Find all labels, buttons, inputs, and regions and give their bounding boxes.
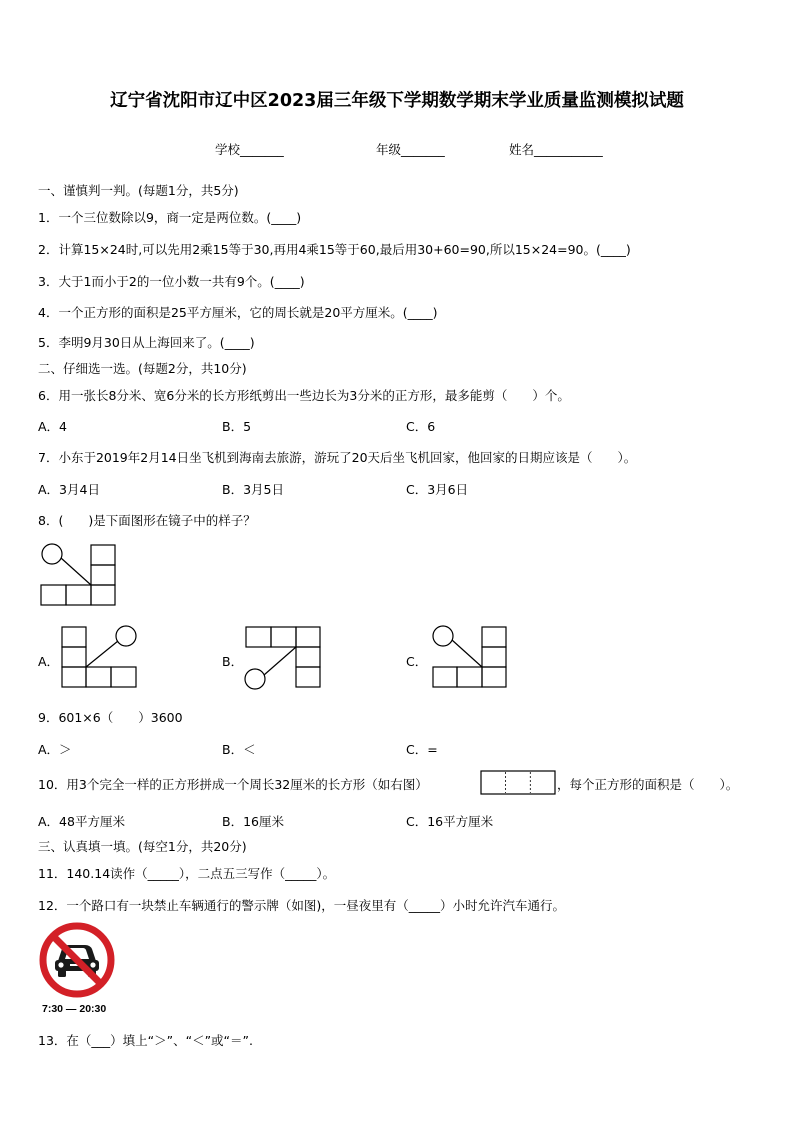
q8-original-figure — [40, 543, 120, 608]
q10-option-c: C．16平方厘米 — [406, 814, 494, 829]
question-8: 8．( )是下面图形在镜子中的样子？ — [38, 513, 256, 528]
section-3-heading: 三、认真填一填。(每空1分，共20分) — [38, 839, 247, 854]
question-11: 11．140.14读作（_____），二点五三写作（_____）。 — [38, 866, 336, 881]
q8-option-b: B． — [222, 654, 244, 669]
q7-option-a: A．3月4日 — [38, 482, 100, 497]
section-1-heading: 一、谨慎判一判。(每题1分，共5分) — [38, 183, 239, 198]
q8-option-b-figure — [243, 625, 323, 690]
q10-option-b: B．16厘米 — [222, 814, 284, 829]
question-6: 6．用一张长8分米、宽6分米的长方形纸剪出一些边长为3分米的正方形，最多能剪（ ）个。 — [38, 388, 570, 403]
school-field: 学校_______ — [215, 142, 284, 157]
q9-option-b: B．＜ — [222, 742, 256, 757]
question-4: 4．一个正方形的面积是25平方厘米，它的周长就是20平方厘米。(____) — [38, 305, 438, 320]
no-vehicle-sign-icon — [38, 921, 116, 999]
q6-option-a: A．4 — [38, 419, 68, 434]
question-12: 12．一个路口有一块禁止车辆通行的警示牌（如图)，一昼夜里有（_____）小时允许汽车通行。 — [38, 898, 566, 913]
question-3: 3．大于1而小于2的一位小数一共有9个。(____) — [38, 274, 305, 289]
name-field: 姓名___________ — [509, 142, 603, 157]
question-5: 5．李明9月30日从上海回来了。(____) — [38, 335, 255, 350]
question-7: 7．小东于2019年2月14日坐飞机到海南去旅游，游玩了20天后坐飞机回家，他回家的日期应该是（ ）。 — [38, 450, 637, 465]
q6-option-c: C．6 — [406, 419, 436, 434]
grade-field: 年级_______ — [376, 142, 445, 157]
q10-option-a: A．48平方厘米 — [38, 814, 125, 829]
question-10-prefix: 10．用3个完全一样的正方形拼成一个周长32厘米的长方形（如右图） — [38, 777, 428, 792]
question-9: 9．601×6（ ）3600 — [38, 710, 183, 725]
question-1: 1．一个三位数除以9，商一定是两位数。(____) — [38, 210, 302, 225]
sign-time-label: 7:30 — 20:30 — [42, 1003, 107, 1015]
q9-option-a: A．＞ — [38, 742, 72, 757]
q8-option-a: A． — [38, 654, 60, 669]
q7-option-c: C．3月6日 — [406, 482, 469, 497]
q8-option-c-figure — [430, 625, 510, 690]
question-2: 2．计算15×24时,可以先用2乘15等于30,再用4乘15等于60,最后用30+60=90,所以15×24=90。(____) — [38, 242, 631, 257]
q9-option-c: C．= — [406, 742, 438, 757]
section-2-heading: 二、仔细选一选。(每题2分，共10分) — [38, 361, 247, 376]
question-10-suffix: ，每个正方形的面积是（ ）。 — [557, 777, 739, 792]
q8-option-a-figure — [60, 625, 140, 690]
q8-option-c: C． — [406, 654, 428, 669]
q10-rectangle-figure — [480, 770, 558, 796]
q6-option-b: B．5 — [222, 419, 252, 434]
q7-option-b: B．3月5日 — [222, 482, 284, 497]
question-13: 13．在（___）填上“＞”、“＜”或“＝”. — [38, 1033, 253, 1048]
page-title: 辽宁省沈阳市辽中区2023届三年级下学期数学期末学业质量监测模拟试题 — [110, 91, 684, 111]
